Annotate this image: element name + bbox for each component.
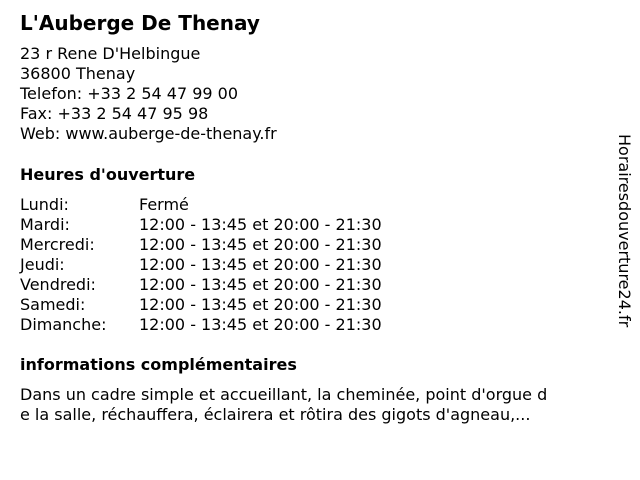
business-name: L'Auberge De Thenay [20, 11, 260, 35]
watermark-text: Horairesdouverture24.fr [615, 134, 634, 328]
additional-info-heading: informations complémentaires [20, 355, 297, 374]
website: Web: www.auberge-de-thenay.fr [20, 124, 277, 143]
day-hours: 12:00 - 13:45 et 20:00 - 21:30 [139, 255, 382, 274]
contact-block [20, 44, 277, 144]
description-line: Dans un cadre simple et accueillant, la cheminée, point d'orgue d [20, 385, 548, 404]
day-label: Mercredi: [20, 235, 95, 254]
city-postcode: 36800 Thenay [20, 64, 136, 83]
day-label: Dimanche: [20, 315, 107, 334]
phone-number: Telefon: +33 2 54 47 99 00 [20, 84, 239, 103]
day-hours: 12:00 - 13:45 et 20:00 - 21:30 [139, 295, 382, 314]
site-watermark [614, 134, 634, 370]
day-hours: Fermé [139, 195, 189, 214]
day-hours: 12:00 - 13:45 et 20:00 - 21:30 [139, 275, 382, 294]
day-label: Samedi: [20, 295, 86, 314]
opening-hours-heading: Heures d'ouverture [20, 165, 196, 184]
fax-number: Fax: +33 2 54 47 95 98 [20, 104, 209, 123]
day-hours: 12:00 - 13:45 et 20:00 - 21:30 [139, 315, 382, 334]
day-label: Vendredi: [20, 275, 96, 294]
day-label: Mardi: [20, 215, 70, 234]
day-label: Lundi: [20, 195, 69, 214]
description-text [20, 385, 600, 425]
street-address: 23 r Rene D'Helbingue [20, 44, 201, 63]
day-label: Jeudi: [20, 255, 65, 274]
day-hours: 12:00 - 13:45 et 20:00 - 21:30 [139, 235, 382, 254]
description-line: e la salle, réchauffera, éclairera et rôtira des gigots d'agneau,... [20, 405, 531, 424]
day-hours: 12:00 - 13:45 et 20:00 - 21:30 [139, 215, 382, 234]
